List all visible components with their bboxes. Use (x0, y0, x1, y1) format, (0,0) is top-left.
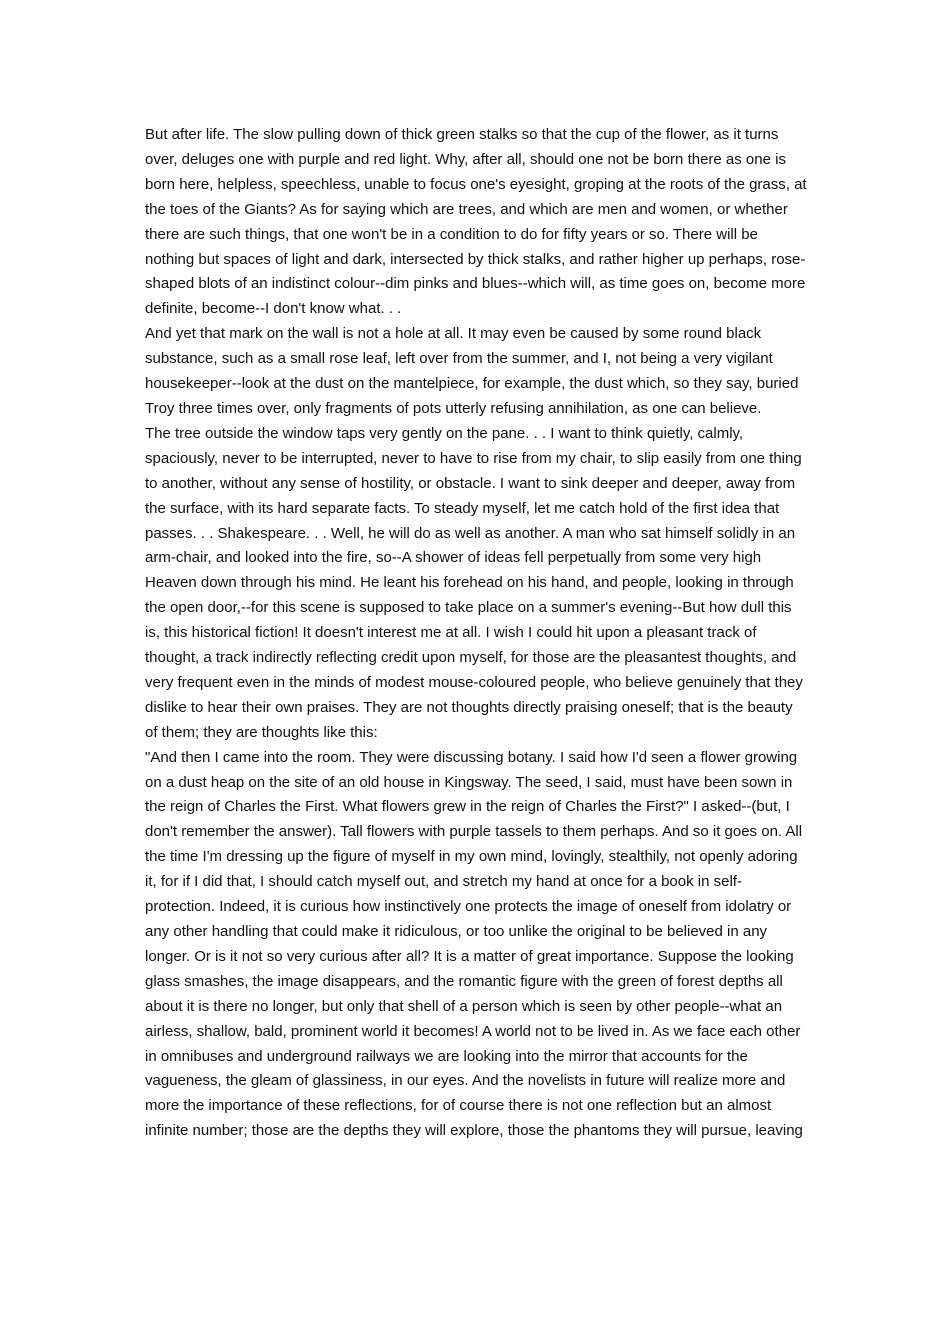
paragraph: And yet that mark on the wall is not a hole at all. It may even be caused by some round black substance, such as a small rose leaf, left over from the summer, and I, not being a very vigilant housekeeper--look at the dust on the mantelpiece, for example, the dust which, so they say, buried Troy three times over, only fragments of pots utterly refusing annihilation, as one can believe. (145, 325, 799, 417)
paragraph: But after life. The slow pulling down of thick green stalks so that the cup of the flower, as it turns over, deluges one with purple and red light. Why, after all, should one not be born there as one is born here, helpless, speechless, unable to focus one's eyesight, groping at the roots of the grass, at the toes of the Giants? As for saying which are trees, and which are men and women, or whether there are such things, that one won't be in a condition to do for fifty years or so. There will be nothing but spaces of light and dark, intersected by thick stalks, and rather higher up perhaps, rose-shaped blots of an indistinct colour--dim pinks and blues--which will, as time goes on, become more definite, become--I don't know what. . . (145, 126, 807, 318)
body-text (145, 123, 809, 1144)
paragraph: The tree outside the window taps very gently on the pane. . . I want to think quietly, calmly, spaciously, never to be interrupted, never to have to rise from my chair, to slip easily from one thing to another, without any sense of hostility, or obstacle. I want to sink deeper and deeper, away from the surface, with its hard separate facts. To steady myself, let me catch hold of the first idea that passes. . . Shakespeare. . . Well, he will do as well as another. A man who sat himself solidly in an arm-chair, and looked into the fire, so--A shower of ideas fell perpetually from some very high Heaven down through his mind. He leant his forehead on his hand, and people, looking in through the open door,--for this scene is supposed to take place on a summer's evening--But how dull this is, this historical fiction! It doesn't interest me at all. I wish I could hit upon a pleasant track of thought, a track indirectly reflecting credit upon myself, for those are the pleasantest thoughts, and very frequent even in the minds of modest mouse-coloured people, who believe genuinely that they dislike to hear their own praises. They are not thoughts directly praising oneself; that is the beauty of them; they are thoughts like this: (145, 424, 803, 741)
paragraph: "And then I came into the room. They were discussing botany. I said how I'd seen a flower growing on a dust heap on the site of an old house in Kingsway. The seed, I said, must have been sown in the reign of Charles the First. What flowers grew in the reign of Charles the First?" I asked--(but, I don't remember the answer). Tall flowers with purple tassels to them perhaps. And so it goes on. All the time I'm dressing up the figure of myself in my own mind, lovingly, stealthily, not openly adoring it, for if I did that, I should catch myself out, and stretch my hand at once for a book in self-protection. Indeed, it is curious how instinctively one protects the image of oneself from idolatry or any other handling that could make it ridiculous, or too unlike the original to be believed in any longer. Or is it not so very curious after all? It is a matter of great importance. Suppose the looking glass smashes, the image disappears, and the romantic figure with the green of forest depths all about it is there no longer, but only that shell of a person which is seen by other people--what an airless, shallow, bald, prominent world it becomes! A world not to be lived in. As we face each other in omnibuses and underground railways we are looking into the mirror that accounts for the vagueness, the gleam of glassiness, in our eyes. And the novelists in future will realize more and more the importance of these reflections, for of course there is not one reflection but an almost infinite number; those are the depths they will explore, those the phantoms they will pursue, leaving (145, 748, 803, 1140)
